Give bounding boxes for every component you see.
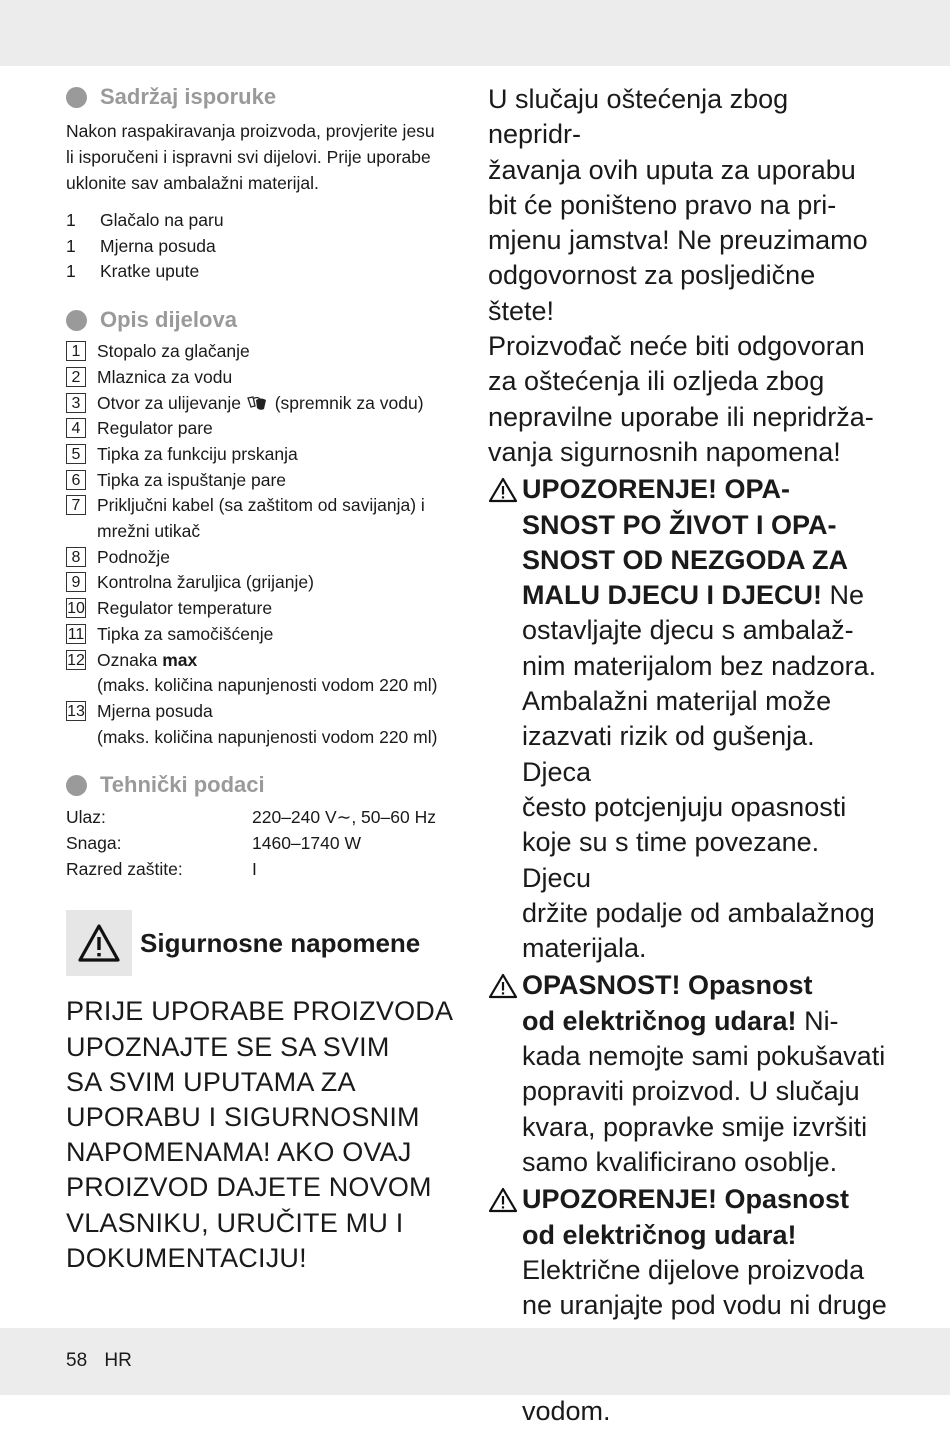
warning-block: UPOZORENJE! Opasnost od električnog udara! Električne dijelove proizvoda ne uranjajte pod vodu ni druge vodom.: [488, 1182, 888, 1429]
bullet-dot-icon: [66, 87, 87, 108]
safety-heading: Sigurnosne napomene: [66, 910, 466, 976]
list-item: 10 Regulator temperature: [67, 598, 273, 619]
list-item: 2 Mlaznica za vodu: [66, 365, 466, 391]
list-item: 1 Glačalo na paru: [66, 210, 224, 230]
watercup-icon: [246, 395, 270, 411]
section-heading-delivery: Sadržaj isporuke: [66, 82, 466, 112]
warning-triangle-icon: [66, 910, 132, 976]
warning-triangle-icon: [488, 973, 518, 999]
section-heading-parts: Opis dijelova: [66, 305, 466, 335]
parts-list: [66, 339, 466, 750]
warranty-intro: U slučaju oštećenja zbog nepridr- žavanja ovih uputa za uporabu bit će poništeno pravo na pri- mjenu jamstva! Ne preuzimamo odgovornost za posljedične štete! Proizvođač neće biti odgovoran za oštećenja ili ozljeda zbog nepravilne uporabe ili nepridrža- vanja sigurnosnih napomena!: [488, 84, 874, 467]
list-item: 8 Podnožje: [66, 545, 466, 571]
bullet-dot-icon: [66, 310, 87, 331]
warning-block: OPASNOST! Opasnost od električnog udara! Ni- kada nemojte sami pokušavati popraviti proizvod. U slučaju kvara, popravke smije izvršiti samo kvalificirano osoblje.: [488, 968, 888, 1180]
page-number: 58: [66, 1350, 88, 1371]
list-item: 7 Priključni kabel (sa zaštitom od savijanja) i mrežni utikač: [66, 493, 466, 544]
list-item: 1 Kratke upute: [66, 261, 200, 282]
list-item: 9 Kontrolna žaruljica (grijanje): [66, 570, 466, 596]
warning-triangle-icon: [488, 1187, 518, 1213]
warning-block: UPOZORENJE! OPA- SNOST PO ŽIVOT I OPA- SNOST OD NEZGODA ZA MALU DJECU I DJECU! Ne ostavljajte djecu s ambalaž- nim materijalom bez nadzora. Ambalažni materijal može izazvati rizik od gušenja. Djeca često potcjenjuju opasnosti koje su s time povezane. Djecu držite podalje od ambalažnog materijala.: [488, 472, 888, 966]
delivery-list: [66, 208, 466, 285]
bullet-dot-icon: [66, 775, 87, 796]
left-column: [66, 82, 466, 1276]
safety-caps-text: PRIJE UPORABE PROIZVODA UPOZNAJTE SE SA SVIM SA SVIM UPUTAMA ZA UPORABU I SIGURNOSNIM NAPOMENAMA! AKO OVAJ PROIZVOD DAJETE NOVOM VLASNIKU, URUČITE MU I DOKUMENTACIJU!: [66, 996, 454, 1273]
list-item: 1 Mjerna posuda: [66, 235, 216, 256]
list-item: 5 Tipka za funkciju prskanja: [66, 442, 466, 468]
list-item: 6 Tipka za ispuštanje pare: [66, 468, 466, 494]
header-band: [0, 0, 950, 66]
list-item: 11 Tipka za samočišćenje: [67, 623, 274, 644]
list-item: 4 Regulator pare: [66, 416, 466, 442]
list-item: 3 Otvor za ulijevanje (spremnik za vodu): [66, 391, 466, 417]
list-item: 12 Oznaka max (maks. količina napunjenosti vodom 220 ml): [67, 649, 438, 696]
tech-table: Ulaz: 220–240 V∼, 50–60 Hz Snaga: 1460–1740 W Razred zaštite: I: [66, 807, 436, 880]
list-item: 1 Stopalo za glačanje: [66, 339, 466, 365]
language-code: HR: [104, 1350, 132, 1371]
section-heading-tech: Tehnički podaci: [66, 770, 466, 800]
page-footer: [66, 1350, 144, 1372]
right-column: [488, 82, 888, 1429]
delivery-intro: Nakon raspakiravanja proizvoda, provjerite jesu li isporučeni i ispravni svi dijelovi. Prije uporabe uklonite sav ambalažni materijal.: [66, 121, 435, 193]
warning-triangle-icon: [488, 477, 518, 503]
list-item: 13 Mjerna posuda (maks. količina napunjenosti vodom 220 ml): [67, 700, 438, 747]
